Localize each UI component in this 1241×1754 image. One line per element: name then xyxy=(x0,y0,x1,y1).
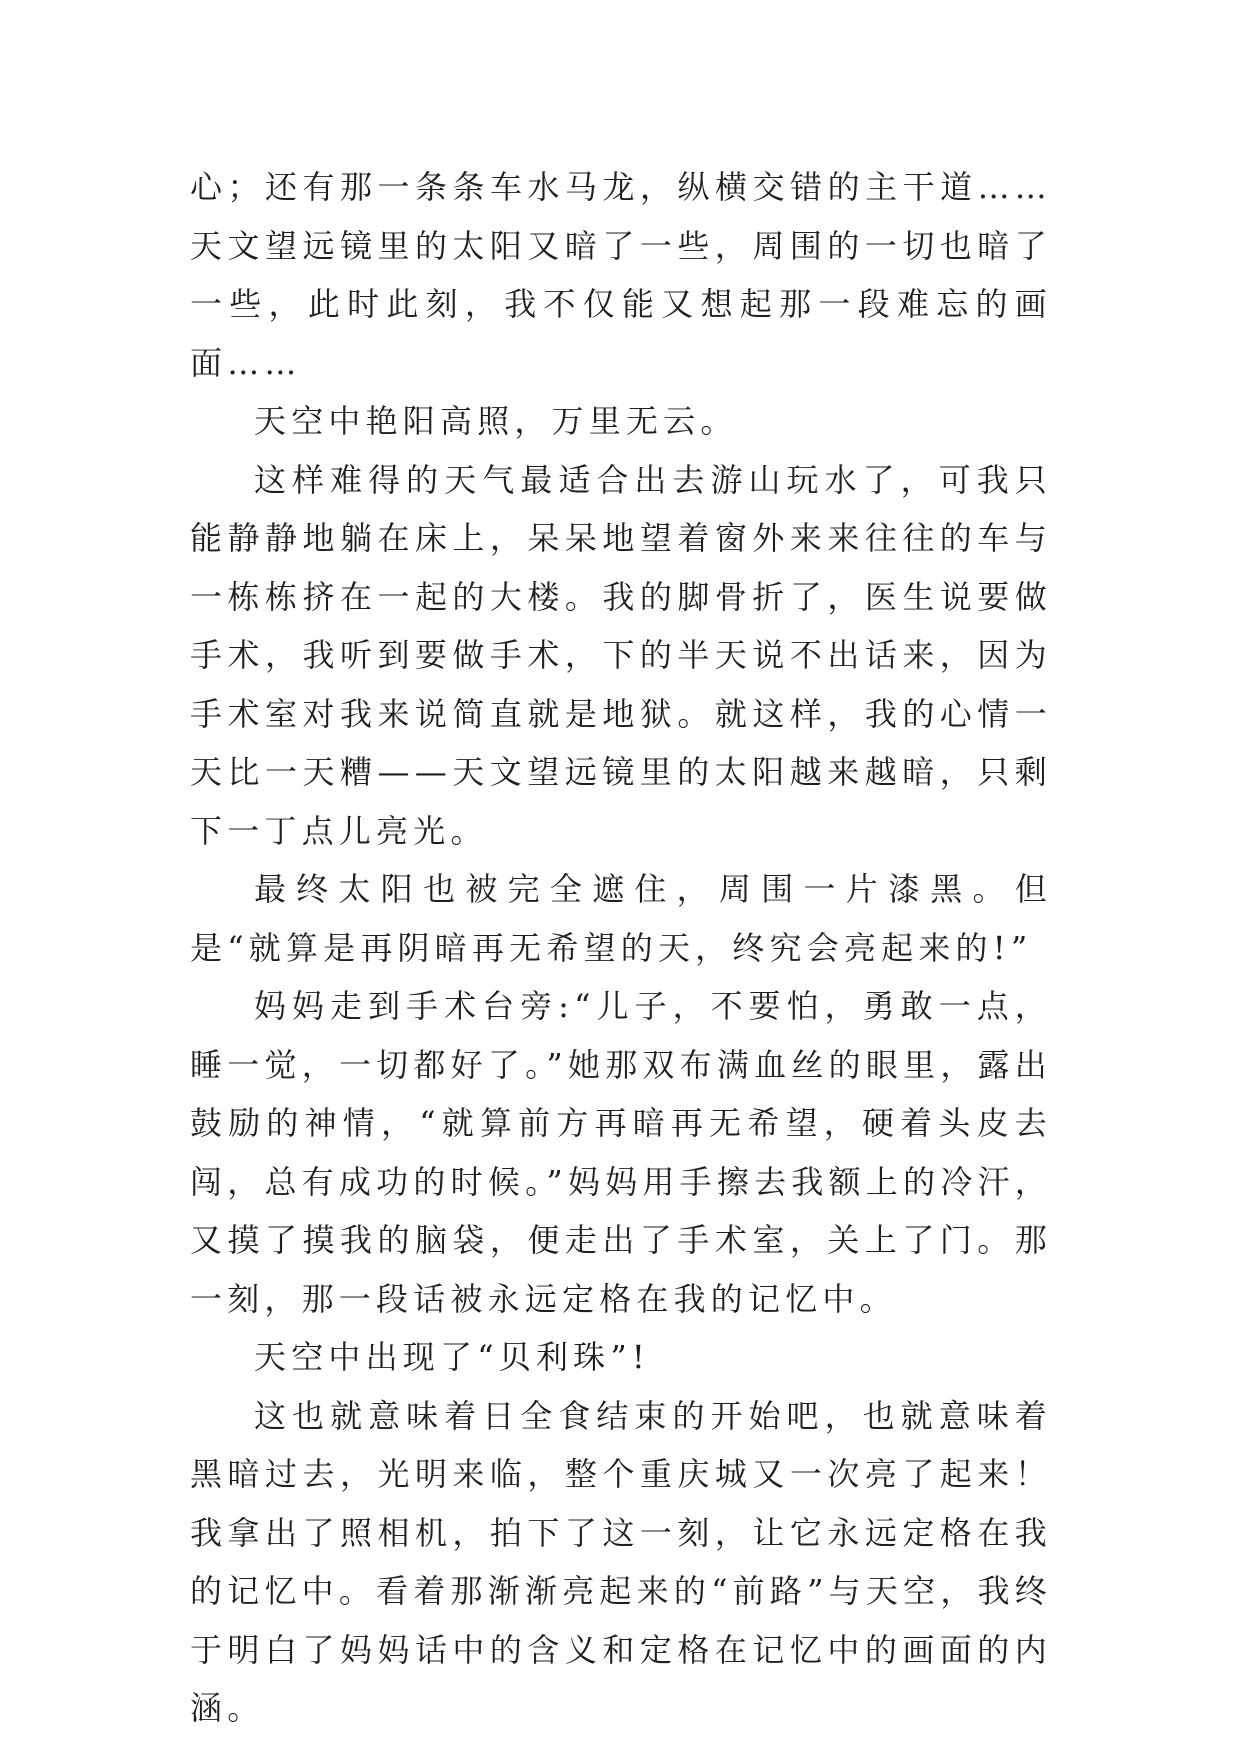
essay-body xyxy=(190,158,1052,1738)
paragraph-3: 这样难得的天气最适合出去游山玩水了，可我只能静静地躺在床上，呆呆地望着窗外来来往往的车与一栋栋挤在一起的大楼。我的脚骨折了，医生说要做手术，我听到要做手术，下的半天说不出话来，因为手术室对我来说简直就是地狱。就这样，我的心情一天比一天糟——天文望远镜里的太阳越来越暗，只剩下一丁点儿亮光。 xyxy=(190,460,1052,850)
paragraph-5: 妈妈走到手术台旁:“儿子，不要怕，勇敢一点，睡一觉，一切都好了。”她那双布满血丝的眼里，露出鼓励的神情，“就算前方再暗再无希望，硬着头皮去闯，总有成功的时候。”妈妈用手擦去我额上的冷汗，又摸了摸我的脑袋，便走出了手术室，关上了门。那一刻，那一段话被永远定格在我的记忆中。 xyxy=(190,987,1052,1318)
paragraph-6: 天空中出现了“贝利珠”! xyxy=(254,1338,650,1376)
paragraph-2: 天空中艳阳高照，万里无云。 xyxy=(254,402,738,440)
paragraph-1: 心；还有那一条条车水马龙，纵横交错的主干道……天文望远镜里的太阳又暗了一些，周围的一切也暗了一些，此时此刻，我不仅能又想起那一段难忘的画面…… xyxy=(190,168,1052,382)
paragraph-7: 这也就意味着日全食结束的开始吧，也就意味着黑暗过去，光明来临，整个重庆城又一次亮了起来！我拿出了照相机，拍下了这一刻，让它永远定格在我的记忆中。看着那渐渐亮起来的“前路”与天空，我终于明白了妈妈话中的含义和定格在记忆中的画面的内涵。 xyxy=(190,1396,1052,1727)
paragraph-4: 最终太阳也被完全遮住，周围一片漆黑。但是“就算是再阴暗再无希望的天，终究会亮起来的!” xyxy=(190,870,1052,967)
